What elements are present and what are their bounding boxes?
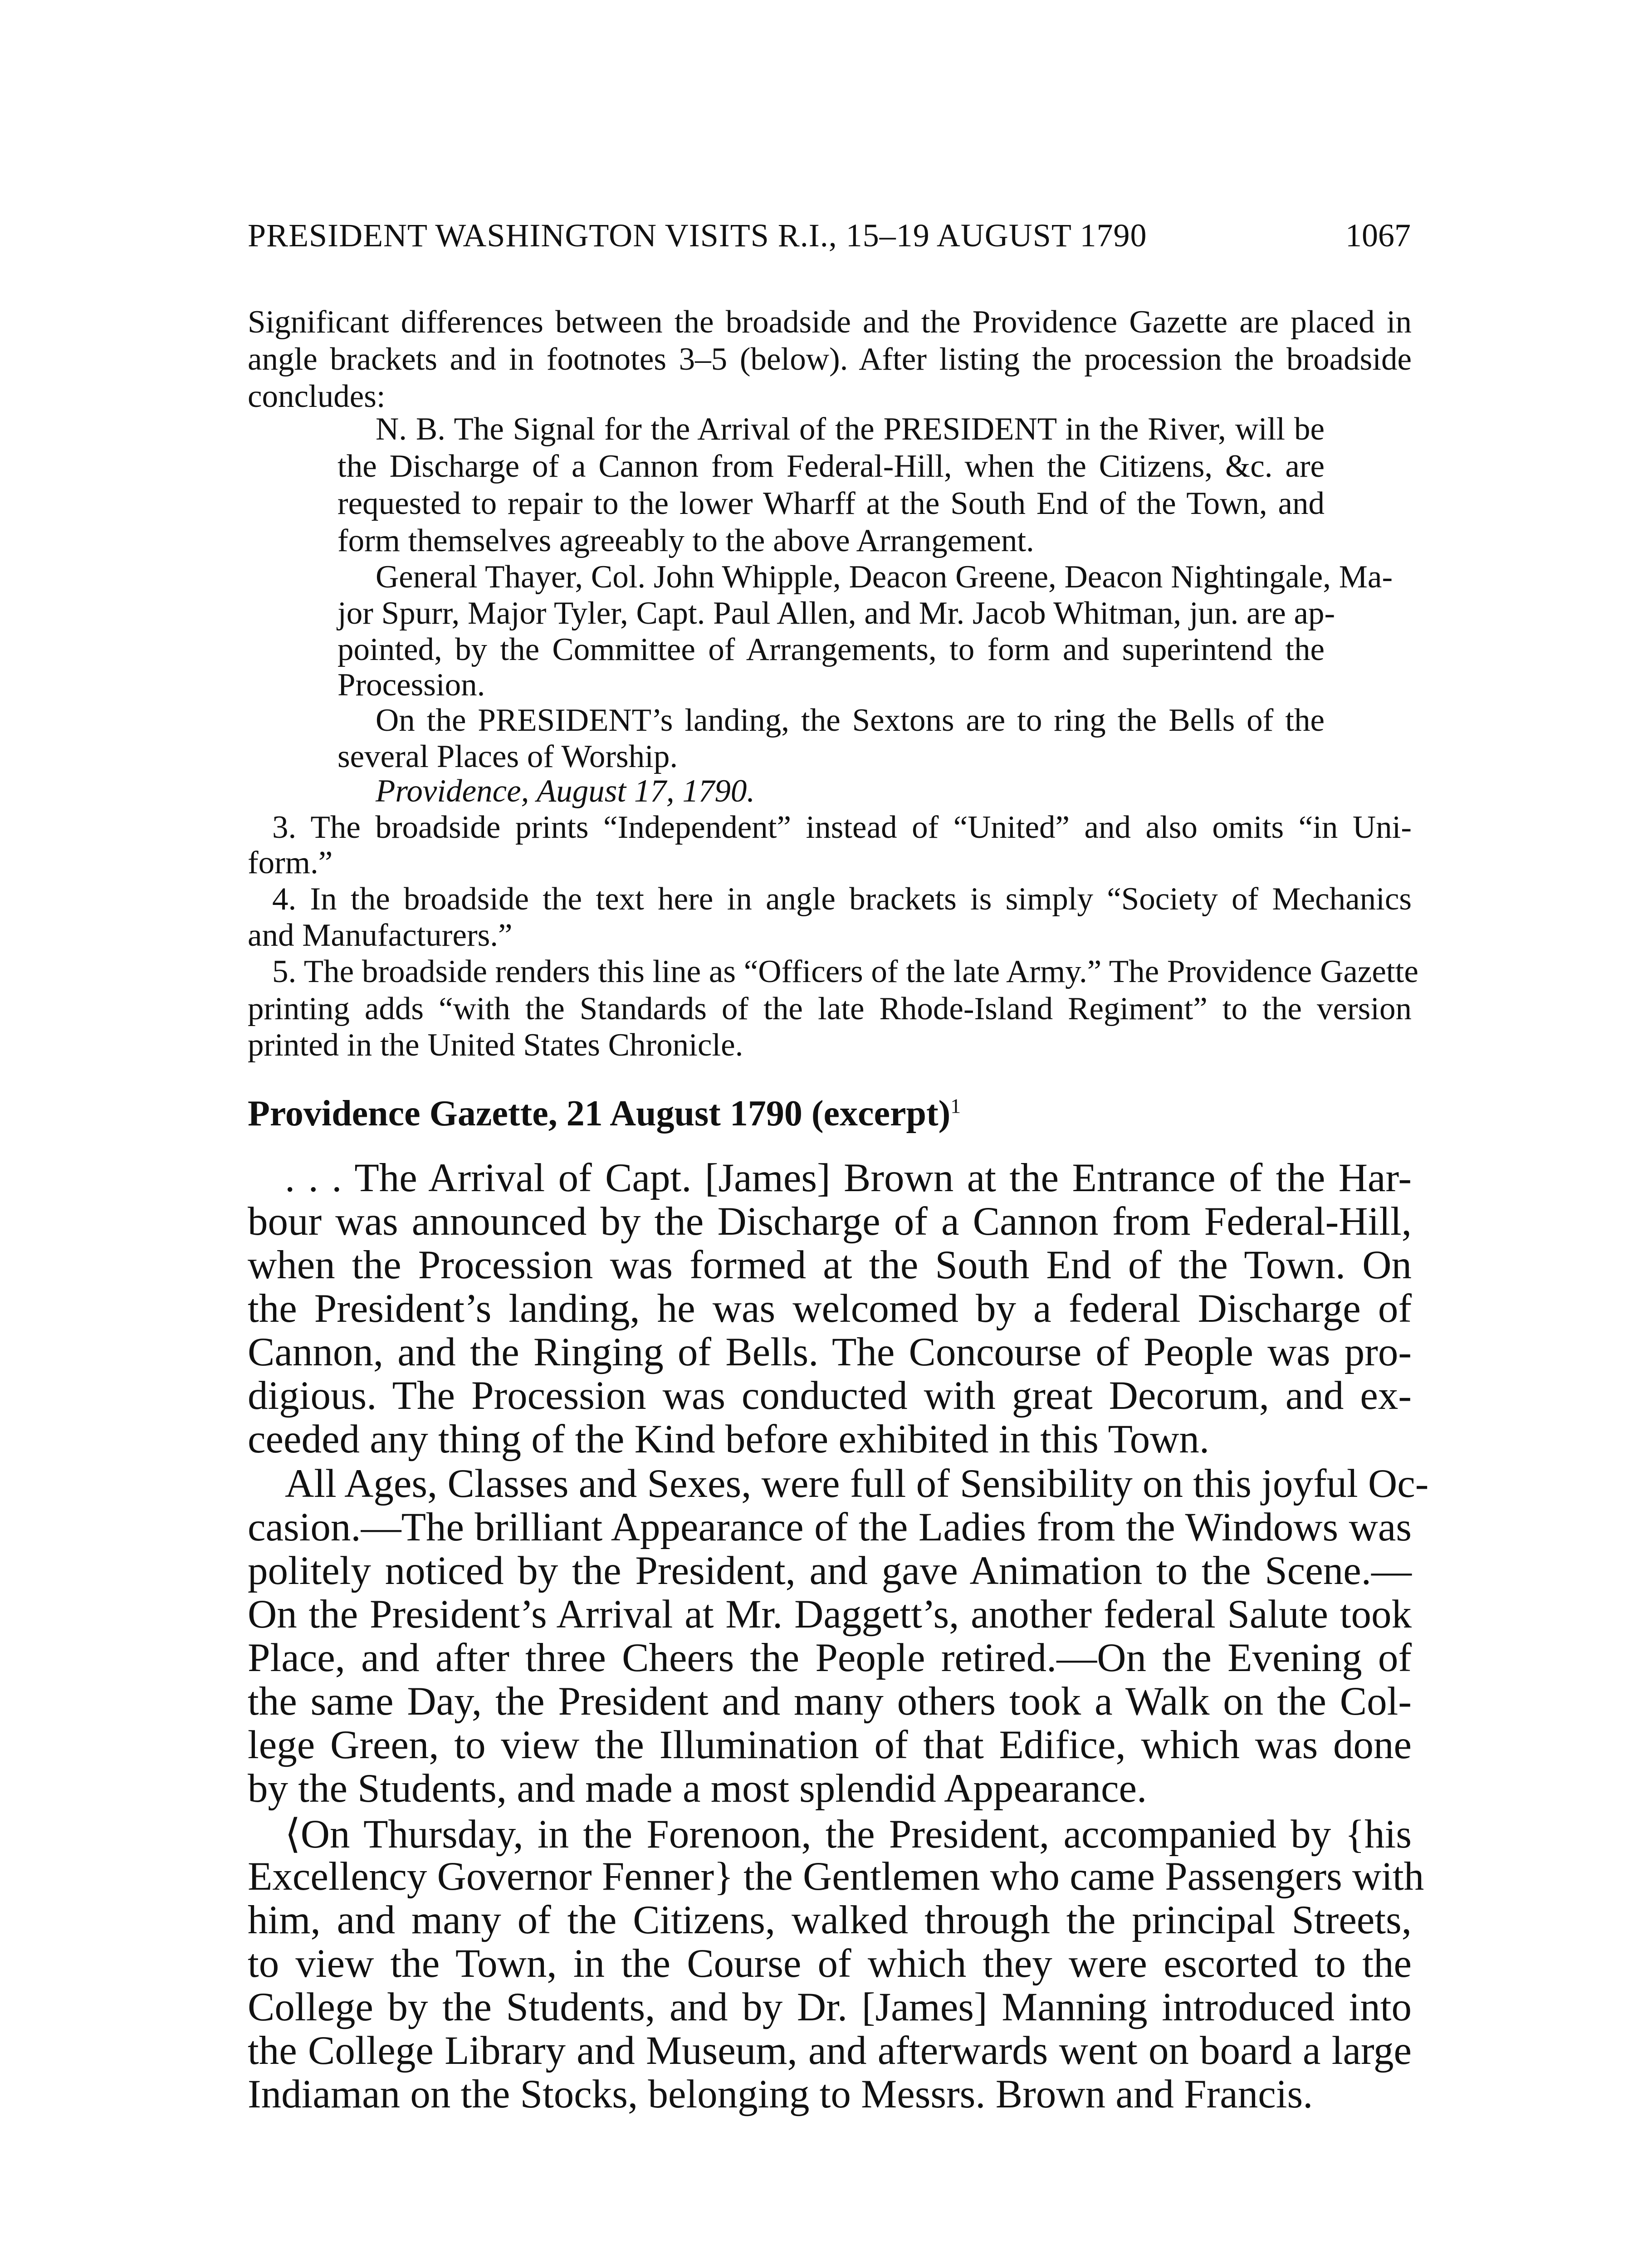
- broadside-line: On the PRESIDENT’s landing, the Sextons are to ring the Bells of the: [376, 703, 1325, 738]
- footnote-4: and Manufacturers.”: [248, 918, 513, 953]
- body-line: the College Library and Museum, and afterwards went on board a large: [248, 2028, 1412, 2073]
- section-heading: [248, 1093, 961, 1134]
- body-line: ⟨On Thursday, in the Forenoon, the President, accompanied by {his: [285, 1812, 1412, 1857]
- body-line: when the Procession was formed at the South End of the Town. On: [248, 1243, 1412, 1287]
- footnote-4: 4. In the broadside the text here in angle brackets is simply “Society of Mechanics: [272, 881, 1412, 917]
- footnote-3: form.”: [248, 845, 333, 880]
- body-line: by the Students, and made a most splendid Appearance.: [248, 1766, 1147, 1811]
- running-title: PRESIDENT WASHINGTON VISITS R.I., 15–19 AUGUST 1790: [248, 217, 1147, 254]
- intro-line: angle brackets and in footnotes 3–5 (below). After listing the procession the broadside: [248, 342, 1412, 377]
- footnote-marker: 1: [950, 1094, 961, 1118]
- body-line: the same Day, the President and many others took a Walk on the Col-: [248, 1679, 1412, 1724]
- section-title: Providence Gazette, 21 August 1790 (excerpt): [248, 1094, 951, 1134]
- page-number: 1067: [1345, 217, 1411, 254]
- body-line: On the President’s Arrival at Mr. Daggett’s, another federal Salute took: [248, 1592, 1412, 1637]
- broadside-line: General Thayer, Col. John Whipple, Deacon Greene, Deacon Nightingale, Ma-: [376, 559, 1393, 595]
- intro-line: concludes:: [248, 379, 386, 414]
- broadside-dateline: Providence, August 17, 1790.: [376, 773, 755, 809]
- body-line: digious. The Procession was conducted with great Decorum, and ex-: [248, 1374, 1412, 1418]
- footnote-5: 5. The broadside renders this line as “Officers of the late Army.” The Providence Gazette: [272, 954, 1418, 989]
- body-line: politely noticed by the President, and gave Animation to the Scene.—: [248, 1549, 1412, 1593]
- body-line: Indiaman on the Stocks, belonging to Messrs. Brown and Francis.: [248, 2072, 1313, 2116]
- body-line: casion.—The brilliant Appearance of the Ladies from the Windows was: [248, 1505, 1412, 1549]
- body-line: College by the Students, and by Dr. [James] Manning introduced into: [248, 1985, 1412, 2029]
- body-line: Excellency Governor Fenner} the Gentlemen who came Passengers with: [248, 1854, 1424, 1899]
- broadside-line: several Places of Worship.: [337, 739, 678, 774]
- body-line: bour was announced by the Discharge of a Cannon from Federal-Hill,: [248, 1199, 1412, 1244]
- body-line: Cannon, and the Ringing of Bells. The Concourse of People was pro-: [248, 1330, 1412, 1374]
- broadside-line: pointed, by the Committee of Arrangements, to form and superintend the: [337, 632, 1325, 667]
- broadside-line: Procession.: [337, 667, 485, 703]
- broadside-line: requested to repair to the lower Wharff at the South End of the Town, and: [337, 486, 1325, 521]
- body-line: . . . The Arrival of Capt. [James] Brown at the Entrance of the Har-: [285, 1156, 1412, 1200]
- intro-line: Significant differences between the broadside and the Providence Gazette are placed in: [248, 304, 1412, 340]
- broadside-line: the Discharge of a Cannon from Federal-Hill, when the Citizens, &c. are: [337, 449, 1325, 484]
- body-line: the President’s landing, he was welcomed by a federal Discharge of: [248, 1286, 1412, 1331]
- body-line: to view the Town, in the Course of which they were escorted to the: [248, 1941, 1412, 1986]
- broadside-line: N. B. The Signal for the Arrival of the PRESIDENT in the River, will be: [376, 411, 1325, 447]
- footnote-3: 3. The broadside prints “Independent” instead of “United” and also omits “in Uni-: [272, 810, 1412, 845]
- body-line: Place, and after three Cheers the People retired.—On the Evening of: [248, 1636, 1412, 1680]
- broadside-line: form themselves agreeably to the above Arrangement.: [337, 523, 1034, 558]
- body-line: him, and many of the Citizens, walked through the principal Streets,: [248, 1898, 1412, 1942]
- footnote-5: printed in the United States Chronicle.: [248, 1027, 743, 1063]
- body-line: ceeded any thing of the Kind before exhibited in this Town.: [248, 1417, 1210, 1461]
- body-line: lege Green, to view the Illumination of that Edifice, which was done: [248, 1723, 1412, 1767]
- broadside-line: jor Spurr, Major Tyler, Capt. Paul Allen, and Mr. Jacob Whitman, jun. are ap-: [337, 596, 1335, 631]
- body-line: All Ages, Classes and Sexes, were full of Sensibility on this joyful Oc-: [285, 1461, 1429, 1506]
- footnote-5: printing adds “with the Standards of the late Rhode-Island Regiment” to the version: [248, 991, 1412, 1026]
